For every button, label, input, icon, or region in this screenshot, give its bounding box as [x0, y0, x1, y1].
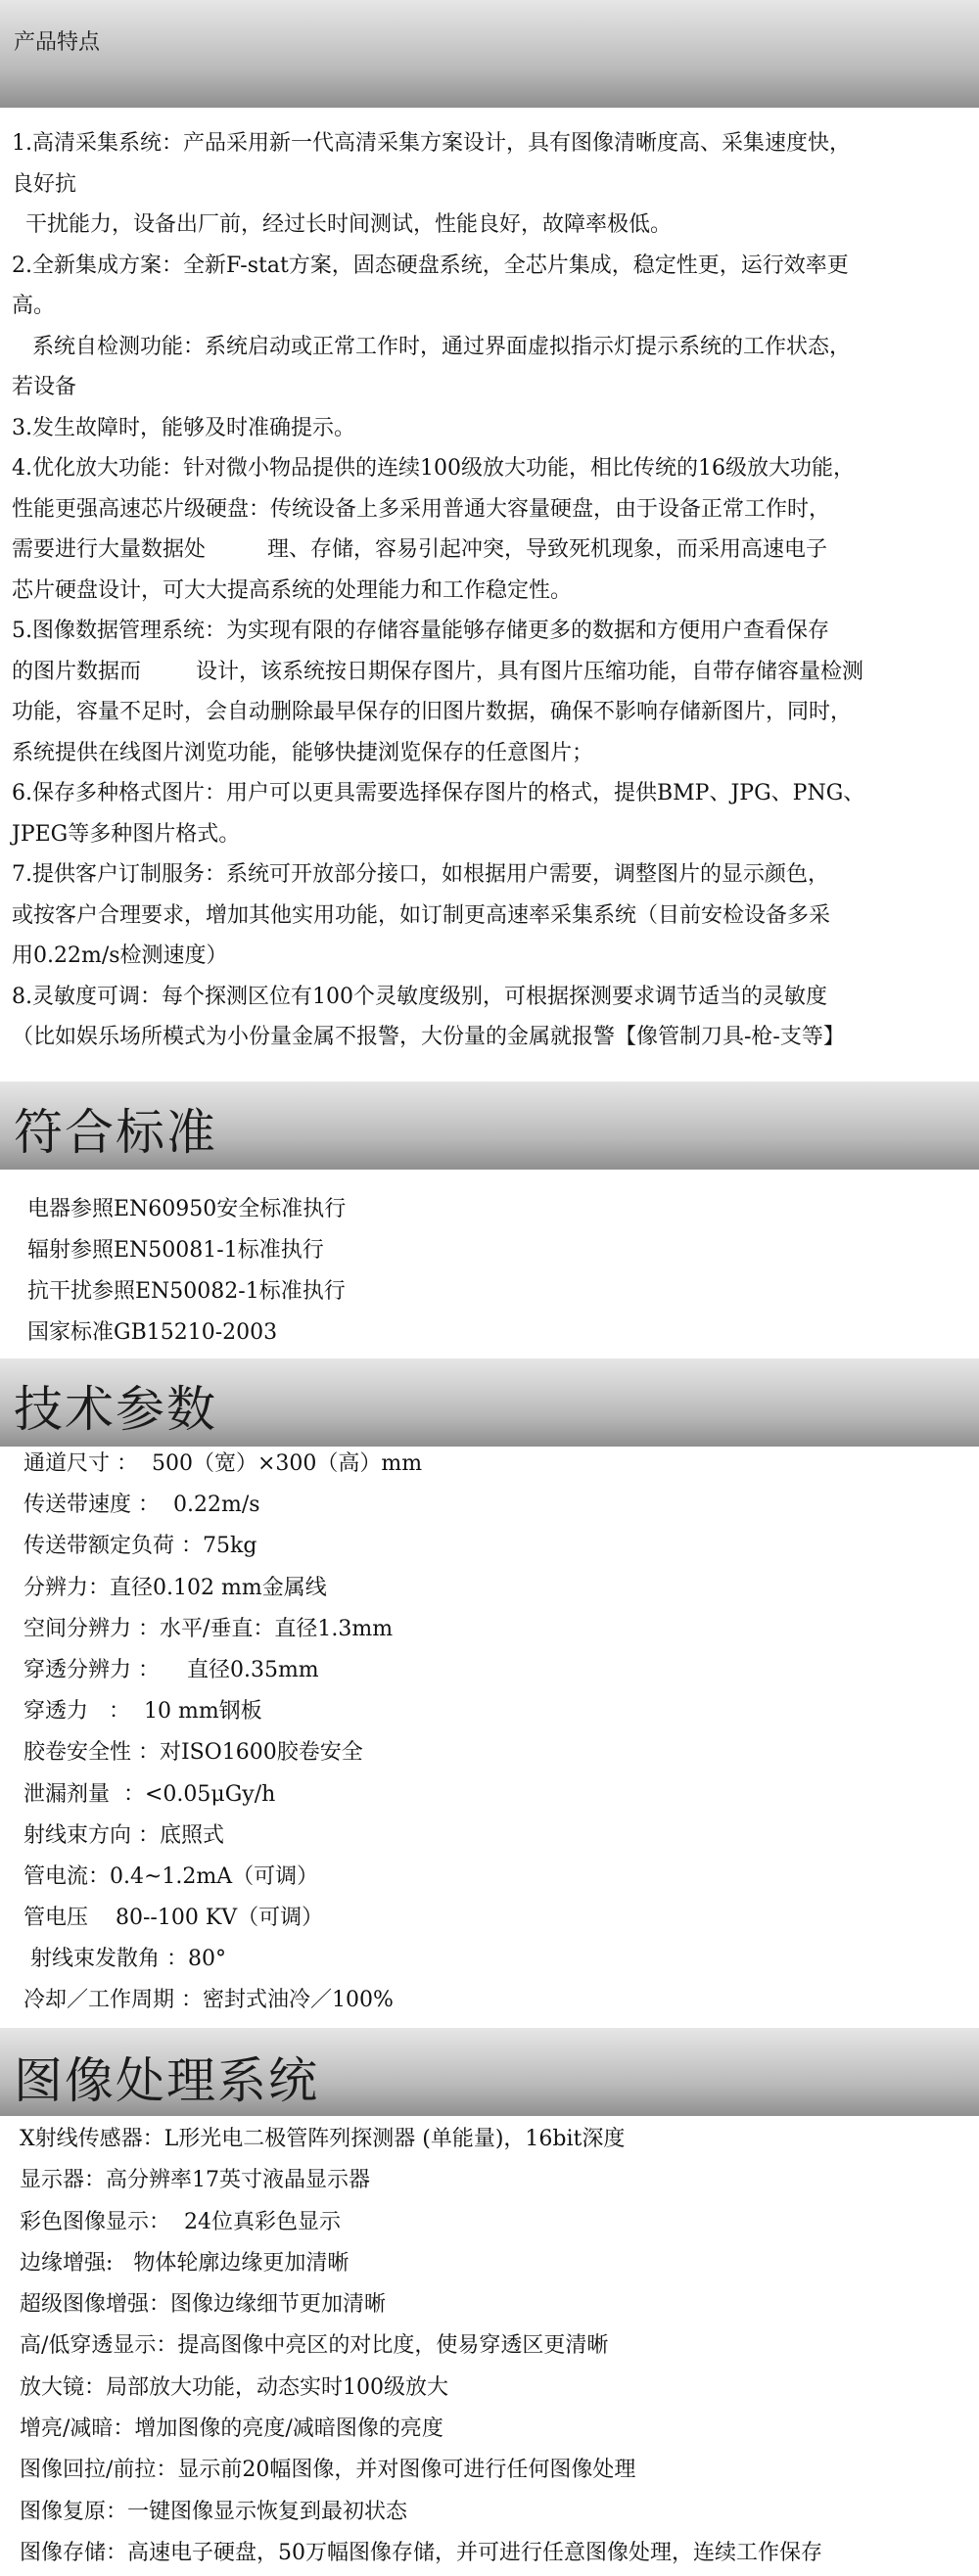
feature-line: 3.发生故障时，能够及时准确提示。 [12, 415, 355, 440]
standard-line: 国家标准GB15210-2003 [27, 1320, 278, 1345]
tech-params-section [23, 1444, 979, 2022]
param-line: 传送带额定负荷 ：75kg [23, 1534, 257, 1559]
feature-line: 良好抗 [12, 171, 77, 197]
param-line: 传送带速度 ： 0.22m/s [23, 1493, 260, 1518]
standards-section [27, 1189, 979, 1354]
image-feature-line: 增亮/减暗：增加图像的亮度/减暗图像的亮度 [20, 2416, 443, 2442]
feature-line: 芯片硬盘设计，可大大提高系统的处理能力和工作稳定性。 [12, 577, 573, 603]
param-line: 通道尺寸 ： 500（宽）×300（高）mm [23, 1451, 423, 1476]
feature-line: （比如娱乐场所模式为小份量金属不报警，大份量的金属就报警【像管制刀具-枪-支等】 [12, 1025, 845, 1049]
feature-line: 若设备 [12, 375, 77, 399]
param-line: 射线束发散角 ：80° [23, 1947, 226, 1972]
image-feature-line: X射线传感器：L形光电二极管阵列探测器 (单能量)，16bit深度 [20, 2127, 626, 2151]
param-line: 分辨力：直径0.102 mm金属线 [23, 1575, 327, 1600]
image-processing-section [20, 2119, 975, 2574]
product-features-title: 产品特点 [14, 30, 101, 55]
image-feature-line: 超级图像增强：图像边缘细节更加清晰 [20, 2292, 387, 2318]
feature-line: 1.高清采集系统：产品采用新一代高清采集方案设计，具有图像清晰度高、采集速度快， [12, 131, 851, 156]
image-feature-line: 彩色图像显示： 24位真彩色显示 [20, 2209, 341, 2234]
param-line: 管电压 80--100 KV（可调） [23, 1906, 324, 1931]
tech-params-banner [0, 1358, 979, 1447]
feature-line: 2.全新集成方案：全新F-stat方案，固态硬盘系统，全芯片集成，稳定性更，运行效率更 [12, 253, 849, 278]
feature-line: 4.优化放大功能：针对微小物品提供的连续100级放大功能，相比传统的16级放大功能， [12, 456, 855, 481]
param-line: 穿透分辨力 ： 直径0.35mm [23, 1657, 319, 1682]
feature-line: 系统自检测功能：系统启动或正常工作时，通过界面虚拟指示灯提示系统的工作状态， [12, 334, 851, 359]
standards-title: 符合标准 [14, 1104, 217, 1161]
param-line: 胶卷安全性 ：对ISO1600胶卷安全 [23, 1740, 363, 1766]
image-feature-line: 边缘增强: 物体轮廓边缘更加清晰 [20, 2250, 350, 2276]
features-section [12, 123, 967, 1058]
feature-line: 8.灵敏度可调：每个探测区位有100个灵敏度级别，可根据探测要求调节适当的灵敏度 [12, 984, 827, 1009]
image-processing-banner [0, 2028, 979, 2116]
image-feature-line: 高/低穿透显示：提高图像中亮区的对比度，使易穿透区更清晰 [20, 2333, 609, 2359]
feature-line: 功能，容量不足时，会自动删除最早保存的旧图片数据，确保不影响存储新图片，同时， [12, 700, 853, 724]
param-line: 管电流：0.4~1.2mA（可调） [23, 1863, 319, 1889]
image-feature-line: 图像复原：一键图像显示恢复到最初状态 [20, 2499, 408, 2524]
param-line: 穿透力 ： 10 mm钢板 [23, 1699, 262, 1725]
feature-line: 的图片数据而 设计，该系统按日期保存图片，具有图片压缩功能，自带存储容量检测 [12, 659, 863, 684]
feature-line: 5.图像数据管理系统：为实现有限的存储容量能够存储更多的数据和方便用户查看保存 [12, 619, 829, 643]
standard-line: 抗干扰参照EN50082-1标准执行 [27, 1279, 346, 1304]
feature-line: 或按客户合理要求，增加其他实用功能，如订制更高速率采集系统（目前安检设备多采 [12, 902, 831, 928]
image-feature-line: 图像回拉/前拉：显示前20幅图像，并对图像可进行任何图像处理 [20, 2458, 636, 2483]
standard-line: 辐射参照EN50081-1标准执行 [27, 1238, 324, 1263]
product-features-banner [0, 0, 979, 108]
image-feature-line: 放大镜：局部放大功能，动态实时100级放大 [20, 2374, 448, 2400]
param-line: 冷却／工作周期 ：密封式油冷／100% [23, 1988, 394, 2013]
tech-params-title: 技术参数 [14, 1381, 217, 1438]
param-line: 泄漏剂量 ：<0.05μGy/h [23, 1781, 276, 1807]
image-processing-title: 图像处理系统 [14, 2052, 319, 2109]
param-line: 射线束方向 ：底照式 [23, 1822, 224, 1848]
feature-line: JPEG等多种图片格式。 [12, 821, 241, 847]
image-feature-line: 图像存储：高速电子硬盘，50万幅图像存储，并可进行任意图像处理，连续工作保存 [20, 2540, 822, 2565]
feature-line: 系统提供在线图片浏览功能，能够快捷浏览保存的任意图片； [12, 740, 594, 765]
feature-line: 干扰能力，设备出厂前，经过长时间测试，性能良好，故障率极低。 [12, 212, 672, 237]
feature-line: 需要进行大量数据处 理、存储，容易引起冲突，导致死机现象，而采用高速电子 [12, 537, 827, 562]
param-line: 空间分辨力 ：水平/垂直：直径1.3mm [23, 1616, 394, 1641]
feature-line: 6.保存多种格式图片：用户可以更具需要选择保存图片的格式，提供BMP、JPG、PNG、 [12, 781, 865, 805]
standard-line: 电器参照EN60950安全标准执行 [27, 1197, 347, 1221]
image-feature-line: 显示器：高分辨率17英寸液晶显示器 [20, 2168, 370, 2193]
feature-line: 用0.22m/s检测速度） [12, 943, 228, 968]
standards-banner [0, 1081, 979, 1170]
feature-line: 高。 [12, 294, 56, 318]
feature-line: 性能更强高速芯片级硬盘：传统设备上多采用普通大容量硬盘，由于设备正常工作时， [12, 496, 831, 522]
feature-line: 7.提供客户订制服务：系统可开放部分接口，如根据用户需要，调整图片的显示颜色， [12, 862, 829, 887]
